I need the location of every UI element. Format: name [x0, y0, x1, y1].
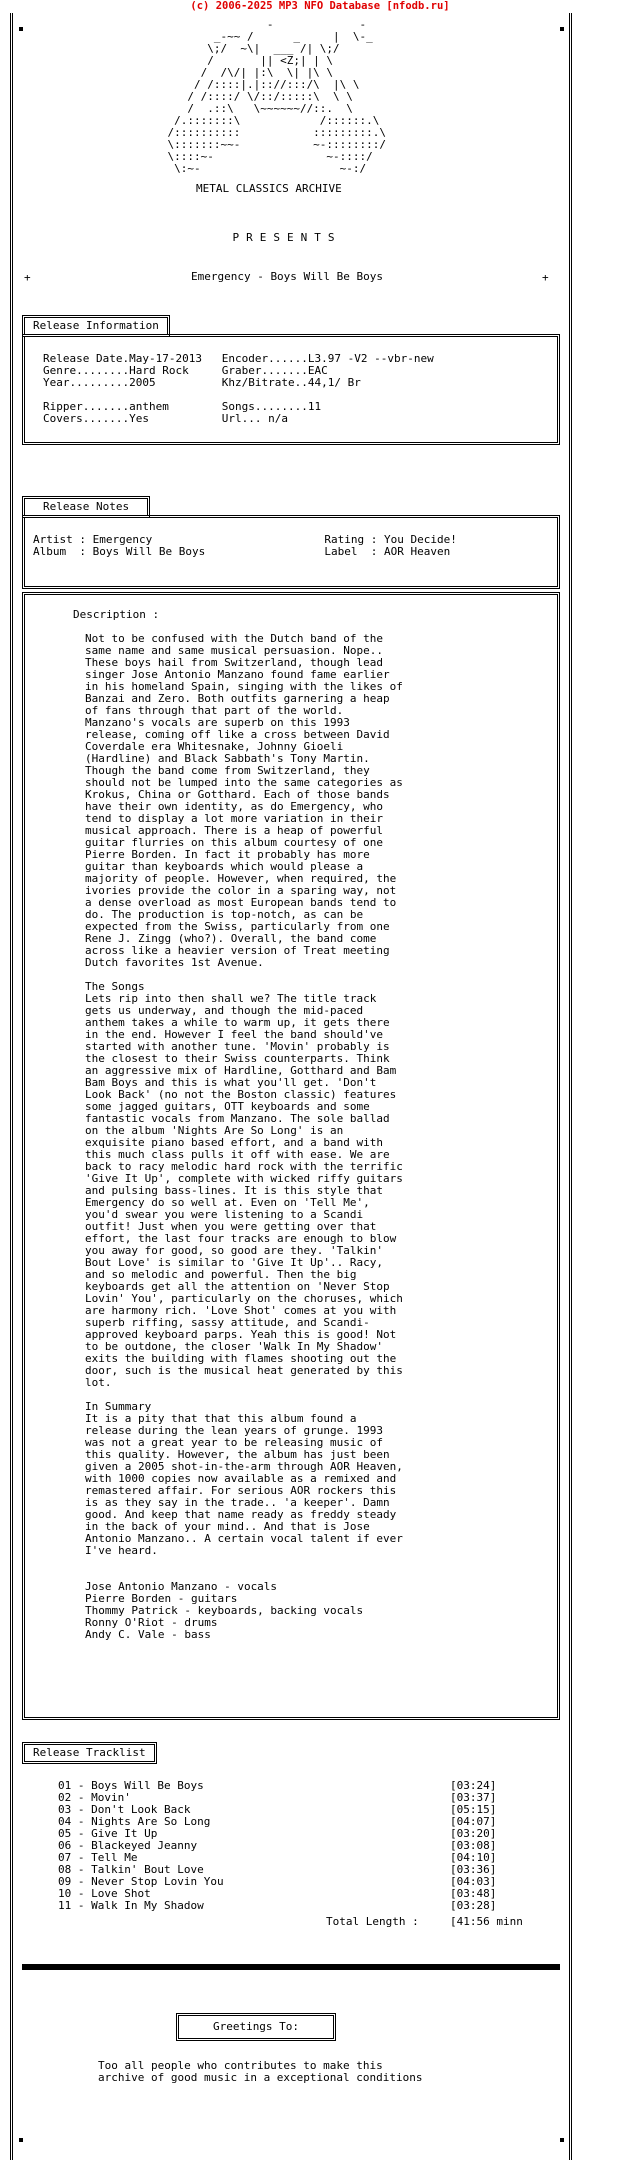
tracklist [58, 1780, 518, 1912]
track-title: Tell Me [91, 1851, 138, 1864]
tab-label: Release Information [33, 319, 159, 332]
ascii-logo: - - _-~~ / _ | \-_ \;/ ~\| ___ /| \;/ / || <Z;| | \ / /\/| |:\ \| |\ \ / /::::|.|:://:::/\ |\ \ / /::::/ \/::/:::::\ \ \ / .::\ \~~~~~~//::. \ /.:::::::\ /::::::.\ /:::::::::: :::::::::.\ \:::::::~~- ~-::::::::/ \::::~- ~-::::/ \:~- ~-:/ [167, 18, 387, 175]
track-title: Never Stop Lovin You [91, 1875, 224, 1888]
track-length: [04:10] [450, 1851, 497, 1864]
description-text: Not to be confused with the Dutch band of the same name and same musical persuasion. Nope.. These boys hail from Switzerland, though lead singer Jose Antonio Manzano found fame earlier in his homeland Spain, singing with the likes of Banzai and Zero. Both outfits garnering a heap of fans through that part of the world. Manzano's vocals are superb on this 1993 release, coming off like a cross between David Coverdale era Whitesnake, Johnny Gioeli (Hardline) and Black Sabbath's Tony Martin. Though the band come from Switzerland, they should not be lumped into the same categories as Krokus, China or Gotthard. Each of those bands have their own identity, as do Emergency, who tend to display a lot more variation in their musical approach. There is a heap of powerful guitar flurries on this album courtesy of one Pierre Borden. In fact it probably has more guitar than keyboards which would please a majority of people. However, when required, the ivories provide the color in a sparing way, not a dense overload as most European bands tend to do. The production is top-notch, as can be expected from the Swiss, particularly from one Rene J. Zingg (who?). Overall, the band come across like a heavier version of Treat meeting Dutch favorites 1st Avenue. The Songs Lets rip into then shall we? The title track gets us underway, and though the mid-paced anthem takes a while to warm up, it gets there in the end. However I feel the band should've started with another tune. 'Movin' probably is the closest to their Swiss counterparts. Think an aggressive mix of Hardline, Gotthard and Bam Bam Boys and this is what you'll get. 'Don't Look Back' (no not the Boston classic) features some jagged guitars, OTT keyboards and some fantastic vocals from Manzano. The sole ballad on the album 'Nights Are So Long' is an exquisite piano based effort, and a band with this much class pulls it off with ease. We are back to racy melodic hard rock with the terrific 'Give It Up', complete with wicked riffy guitars and pulsing bass-lines. It is this style that Emergency do so well at. Even on 'Tell Me', you'd swear you were listening to a Scandi outfit! Just when you were getting over that effort, the last four tracks are enough to blow you away for good, so good are they. 'Talkin' Bout Love' is similar to 'Give It Up'.. Racy, and so melodic and powerful. Then the big keyboards get all the attention on 'Never Stop Lovin' You', particularly on the choruses, which are harmony rich. 'Love Shot' comes at you with superb riffing, sassy attitude, and Scandi- approved keyboard parps. Yeah this is good! Not to be outdone, the closer 'Walk In My Shadow' exits the building with flames shooting out the door, such is the musical heat generated by this lot. In Summary It is a pity that that this album found a release during the lean years of grunge. 1993 was not a great year to be releasing music of this quality. However, the album has just been given a 2005 shot-in-the-arm through AOR Heaven, with 1000 copies now available as a remixed and remastered affair. For serious AOR rockers this is as they say in the trade.. 'a keeper'. Damn good. And keep that name ready as freddy steady in the back of your mind.. And that is Jose Antonio Manzano.. A certain vocal talent if ever I've heard. Jose Antonio Manzano - vocals Pierre Borden - guitars Thommy Patrick - keyboards, backing vocals Ronny O'Riot - drums Andy C. Vale - bass [85, 632, 403, 1641]
track-title: Talkin' Bout Love [91, 1863, 204, 1876]
track-length: [04:03] [450, 1875, 497, 1888]
track-title: Nights Are So Long [91, 1815, 211, 1828]
tab-release-tracklist [22, 1742, 157, 1764]
track-number: 08 [58, 1863, 72, 1876]
total-length-label: Total Length : [326, 1915, 419, 1928]
tab-label: Release Notes [43, 500, 130, 513]
track-separator: - [71, 1803, 92, 1816]
frame-corner-top-left [19, 27, 23, 31]
track-length: [03:36] [450, 1863, 497, 1876]
track-number: 10 [58, 1887, 72, 1900]
track-length: [03:08] [450, 1839, 497, 1852]
track-separator: - [71, 1887, 92, 1900]
track-number: 02 [58, 1791, 72, 1804]
track-number: 01 [58, 1779, 72, 1792]
track-number: 03 [58, 1803, 72, 1816]
logo-caption: METAL CLASSICS ARCHIVE [196, 182, 342, 195]
section-divider [22, 1964, 560, 1970]
track-title: Boys Will Be Boys [91, 1779, 204, 1792]
track-number: 06 [58, 1839, 72, 1852]
track-number: 11 [58, 1899, 72, 1912]
release-notes-rows: Artist : Emergency Rating : You Decide! Album : Boys Will Be Boys Label : AOR Heaven [33, 533, 457, 558]
track-length: [03:20] [450, 1827, 497, 1840]
track-number: 05 [58, 1827, 72, 1840]
track-separator: - [71, 1779, 92, 1792]
track-length: [05:15] [450, 1803, 497, 1816]
description-box [22, 592, 560, 1720]
track-separator: - [71, 1863, 92, 1876]
track-length: [04:07] [450, 1815, 497, 1828]
track-separator: - [71, 1815, 92, 1828]
description-label: Description : [73, 608, 160, 621]
track-separator: - [71, 1851, 92, 1864]
track-title: Give It Up [91, 1827, 158, 1840]
plus-right-icon: + [542, 271, 549, 284]
track-separator: - [71, 1827, 92, 1840]
tab-label: Release Tracklist [33, 1746, 146, 1759]
tab-greetings [176, 2013, 336, 2041]
release-info-rows: Release Date.May-17-2013 Encoder......L3.97 -V2 --vbr-new Genre........Hard Rock Graber.......EAC Year.........2005 Khz/Bitrate..44,1/ Br Ripper.......anthem Songs........11 Covers.......Yes Url... n/a [43, 352, 434, 425]
track-separator: - [71, 1839, 92, 1852]
track-number: 07 [58, 1851, 72, 1864]
track-separator: - [71, 1875, 92, 1888]
frame-corner-top-right [560, 27, 564, 31]
track-number: 09 [58, 1875, 72, 1888]
release-notes-header-box [22, 515, 560, 589]
track-length: [03:48] [450, 1887, 497, 1900]
plus-left-icon: + [24, 271, 31, 284]
total-length-value: [41:56 minn [450, 1915, 523, 1928]
frame-corner-bottom-right [560, 2138, 564, 2142]
track-separator: - [71, 1791, 92, 1804]
greetings-text: Too all people who contributes to make this archive of good music in a exceptional conditions [98, 2059, 423, 2084]
track-title: Don't Look Back [91, 1803, 191, 1816]
track-title: Walk In My Shadow [91, 1899, 204, 1912]
release-info-box [22, 334, 560, 445]
nfodb-banner: (c) 2006-2025 MP3 NFO Database [nfodb.ru] [190, 0, 450, 12]
tab-label: Greetings To: [212, 2020, 300, 2033]
track-title: Love Shot [91, 1887, 151, 1900]
track-length: [03:37] [450, 1791, 497, 1804]
presents-heading: PRESENTS [232, 231, 342, 244]
track-row [58, 1900, 518, 1912]
track-length: [03:24] [450, 1779, 497, 1792]
release-title: Emergency - Boys Will Be Boys [190, 270, 384, 283]
track-length: [03:28] [450, 1899, 497, 1912]
track-number: 04 [58, 1815, 72, 1828]
track-title: Blackeyed Jeanny [91, 1839, 198, 1852]
track-title: Movin' [91, 1791, 131, 1804]
track-separator: - [71, 1899, 92, 1912]
frame-corner-bottom-left [19, 2138, 23, 2142]
